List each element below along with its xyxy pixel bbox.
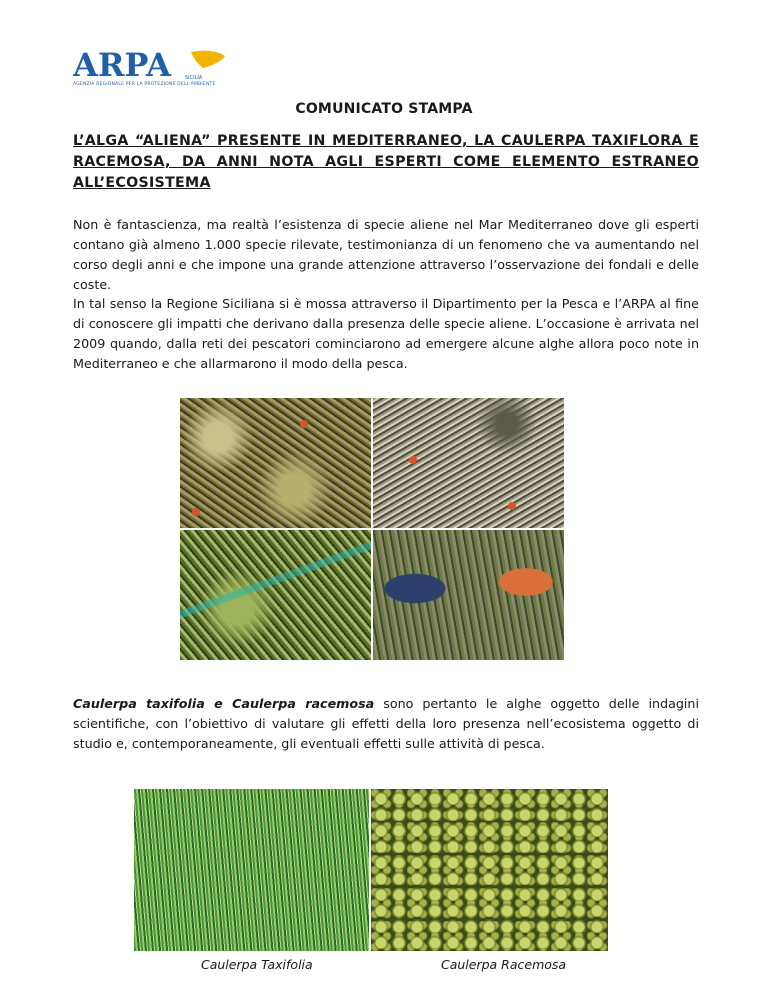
headline: L’ALGA “ALIENA” PRESENTE IN MEDITERRANEO, LA CAULERPA TAXIFLORA E RACEMOSA, DA ANNI NOTA AGLI ESPERTI COME ELEMENTO ESTRANEO ALL’ECOSISTEMA xyxy=(73,133,699,191)
press-release-label: COMUNICATO STAMPA xyxy=(295,101,473,117)
species-racemosa: Caulerpa racemosa xyxy=(232,696,375,711)
photo-caulerpa-racemosa xyxy=(371,789,608,951)
paragraph-intro: Non è fantascienza, ma realtà l’esistenza di specie aliene nel Mar Mediterraneo dove gli esperti contano già almeno 1.000 specie rilevate, testimonianza di un fenomeno che va aumentando nel corso degli anni e che impone una grande attenzione attraverso l’osservazione dei fondali e delle coste. xyxy=(73,217,699,292)
photo-caulerpa-taxifolia xyxy=(134,789,369,951)
paragraph-species-text: sono pertanto le alghe oggetto delle indagini scientifiche, con l’obiettivo di valutare gli effetti della loro presenza nell’ecosistema oggetto di studio e, contemporaneamente, gli eventuali effetti sulle attività di pesca. xyxy=(73,696,699,751)
photo-fishermen-nets xyxy=(373,530,564,660)
sicily-shape-icon xyxy=(191,51,225,68)
species-conjunction: e xyxy=(204,696,233,711)
svg-text:SICILIA: SICILIA xyxy=(185,75,203,81)
caption-racemosa: Caulerpa Racemosa xyxy=(441,957,567,972)
arpa-logo-mark xyxy=(73,46,233,82)
species-taxifolia: Caulerpa taxifolia xyxy=(73,696,205,711)
photo-algae-nets-3 xyxy=(180,530,371,660)
fishing-nets-photo-collage xyxy=(180,398,564,660)
paragraph-species xyxy=(73,694,699,754)
paragraph-region: In tal senso la Regione Siciliana si è mossa attraverso il Dipartimento per la Pesca e l’ARPA al fine di conoscere gli impatti che derivano dalla presenza delle specie aliene. L’occasione è arrivata nel 2009 quando, dalla reti dei pescatori cominciarono ad emergere alcune alghe allora poco note in Mediterraneo e che allarmarono il modo della pesca. xyxy=(73,296,699,371)
logo-text: ARPA xyxy=(73,46,171,82)
photo-algae-nets-1 xyxy=(180,398,371,528)
arpa-logo xyxy=(73,46,233,90)
logo-tagline: AGENZIA REGIONALE PER LA PROTEZIONE DELL'AMBIENTE xyxy=(73,82,216,87)
photo-algae-nets-2 xyxy=(373,398,564,528)
caption-taxifolia: Caulerpa Taxifolia xyxy=(201,957,313,972)
